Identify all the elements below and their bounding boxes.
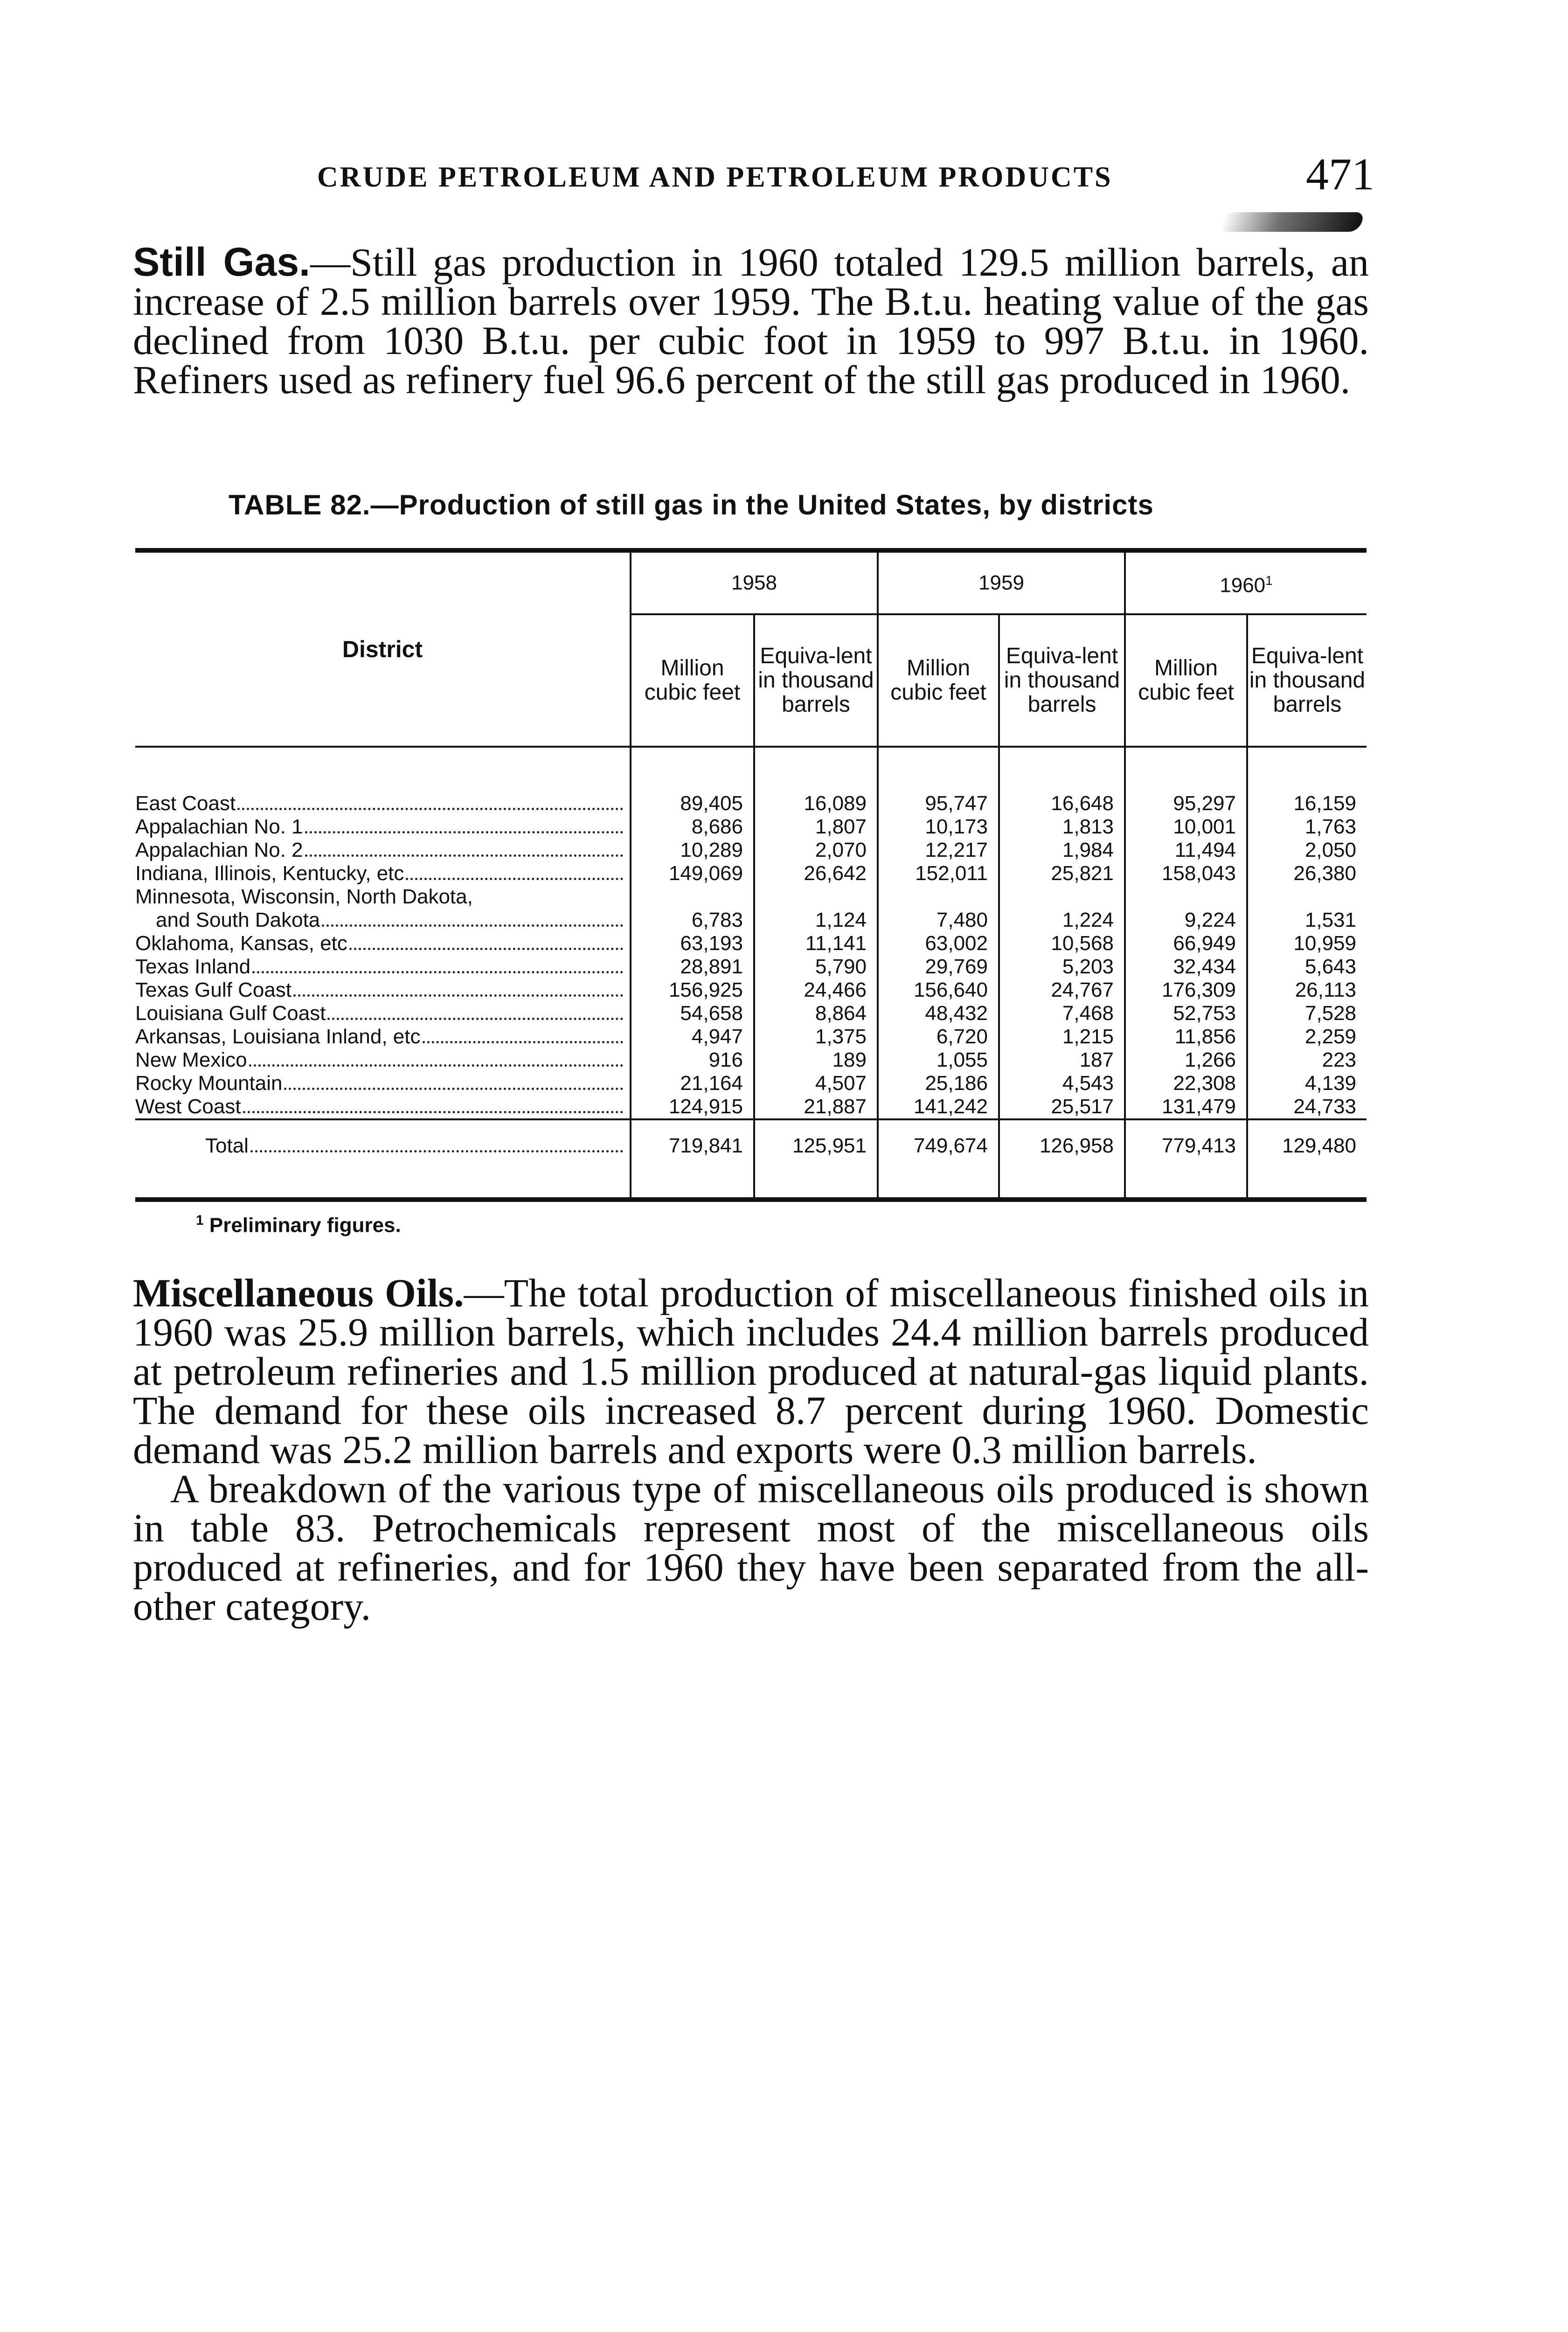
table-cell: 2,050 [1247, 839, 1367, 862]
table-cell: 131,479 [1125, 1095, 1247, 1119]
total-label: Total [135, 1119, 631, 1172]
total-cell: 129,480 [1247, 1119, 1367, 1172]
col-million-cubic-feet: Million cubic feet [1125, 614, 1247, 747]
table-cell: 5,203 [999, 955, 1125, 979]
table-row [135, 955, 1367, 979]
district-name: Texas Inland [135, 955, 631, 979]
table-cell: 10,568 [999, 932, 1125, 955]
table-cell: 124,915 [631, 1095, 754, 1119]
table-cell: 223 [1247, 1048, 1367, 1072]
table-cell: 21,164 [631, 1072, 754, 1095]
table-cell: 4,507 [754, 1072, 878, 1095]
col-equivalent-barrels: Equiva-lent in thousand barrels [754, 614, 878, 747]
table-cell: 1,531 [1247, 885, 1367, 932]
table-row [135, 792, 1367, 815]
table-row [135, 839, 1367, 862]
table-cell: 25,186 [878, 1072, 999, 1095]
table-cell: 26,113 [1247, 979, 1367, 1002]
table-cell: 11,494 [1125, 839, 1247, 862]
table-cell: 141,242 [878, 1095, 999, 1119]
table-cell: 2,259 [1247, 1025, 1367, 1048]
table-cell: 9,224 [1125, 885, 1247, 932]
table-cell: 10,001 [1125, 815, 1247, 839]
table-cell: 6,720 [878, 1025, 999, 1048]
table-footnote [196, 1213, 401, 1237]
table-cell: 10,173 [878, 815, 999, 839]
district-name: Louisiana Gulf Coast [135, 1002, 631, 1025]
table-cell: 158,043 [1125, 862, 1247, 885]
table-row [135, 1048, 1367, 1072]
table-cell: 24,767 [999, 979, 1125, 1002]
col-million-cubic-feet: Million cubic feet [631, 614, 754, 747]
year-1960-header: 1960$^1$ [1125, 550, 1367, 614]
misc-oils-body: —The total production of miscellaneous finished oils in 1960 was 25.9 million barrels, which includes 24.4 million barrels produced at petroleum refineries and 1.5 million produced at natural-gas liquid plants. The demand for these oils increased 8.7 percent during 1960. Domestic demand was 25.2 million barrels and exports were 0.3 million barrels. [133, 1270, 1369, 1472]
table-cell: 24,733 [1247, 1095, 1367, 1119]
table-cell: 5,790 [754, 955, 878, 979]
table-cell: 7,480 [878, 885, 999, 932]
table-cell: 149,069 [631, 862, 754, 885]
table-cell: 7,528 [1247, 1002, 1367, 1025]
table-row [135, 815, 1367, 839]
misc-oils-paragraph-2: A breakdown of the various type of miscellaneous oils produced is shown in table 83. Petrochemicals represent most of the miscellaneous oils produced at refineries, and for 1960 they have been separated from the all-other category. [133, 1466, 1369, 1629]
table-cell: 25,517 [999, 1095, 1125, 1119]
district-name: Arkansas, Louisiana Inland, etc [135, 1025, 631, 1048]
district-name: Texas Gulf Coast [135, 979, 631, 1002]
footnote-text: Preliminary figures. [209, 1214, 401, 1237]
district-name: Appalachian No. 2 [135, 839, 631, 862]
table-cell: 66,949 [1125, 932, 1247, 955]
table-cell: 916 [631, 1048, 754, 1072]
total-cell: 749,674 [878, 1119, 999, 1172]
table-cell: 156,640 [878, 979, 999, 1002]
table-cell: 2,070 [754, 839, 878, 862]
year-1958-header: 1958 [631, 550, 878, 614]
col-million-cubic-feet: Million cubic feet [878, 614, 999, 747]
table-cell: 26,642 [754, 862, 878, 885]
table-cell: 52,753 [1125, 1002, 1247, 1025]
district-name: Oklahoma, Kansas, etc [135, 932, 631, 955]
total-cell: 126,958 [999, 1119, 1125, 1172]
table-row [135, 862, 1367, 885]
misc-oils-section [133, 1270, 1369, 1629]
year-footnote-mark: 1 [1265, 573, 1273, 588]
total-cell: 719,841 [631, 1119, 754, 1172]
table-cell: 63,193 [631, 932, 754, 955]
table-cell: 1,984 [999, 839, 1125, 862]
total-row [135, 1119, 1367, 1172]
table-cell: 152,011 [878, 862, 999, 885]
table-row [135, 979, 1367, 1002]
table-cell: 1,224 [999, 885, 1125, 932]
table-cell: 10,289 [631, 839, 754, 862]
table-row [135, 1025, 1367, 1048]
table-cell: 16,089 [754, 792, 878, 815]
table-cell: 16,159 [1247, 792, 1367, 815]
table-cell: 21,887 [754, 1095, 878, 1119]
table-cell: 89,405 [631, 792, 754, 815]
table-cell: 156,925 [631, 979, 754, 1002]
table-cell: 95,747 [878, 792, 999, 815]
page-number: 471 [1306, 149, 1374, 200]
district-name: Appalachian No. 1 [135, 815, 631, 839]
table-cell: 8,686 [631, 815, 754, 839]
table-cell: 25,821 [999, 862, 1125, 885]
table-cell: 4,139 [1247, 1072, 1367, 1095]
table-cell: 1,807 [754, 815, 878, 839]
table-cell: 1,055 [878, 1048, 999, 1072]
table-cell: 54,658 [631, 1002, 754, 1025]
district-name: New Mexico [135, 1048, 631, 1072]
year-1959-header: 1959 [878, 550, 1125, 614]
table-cell: 1,813 [999, 815, 1125, 839]
ink-smudge [1218, 212, 1365, 232]
footnote-mark: 1 [196, 1213, 204, 1228]
table-cell: 29,769 [878, 955, 999, 979]
table-cell: 5,643 [1247, 955, 1367, 979]
district-name: East Coast [135, 792, 631, 815]
table-cell: 7,468 [999, 1002, 1125, 1025]
running-head: CRUDE PETROLEUM AND PETROLEUM PRODUCTS [317, 161, 1113, 193]
table-cell: 11,856 [1125, 1025, 1247, 1048]
table-cell: 1,375 [754, 1025, 878, 1048]
district-name: Indiana, Illinois, Kentucky, etc [135, 862, 631, 885]
table-cell: 32,434 [1125, 955, 1247, 979]
table-cell: 28,891 [631, 955, 754, 979]
table-cell: 63,002 [878, 932, 999, 955]
table-cell: 4,543 [999, 1072, 1125, 1095]
col-equivalent-barrels: Equiva-lent in thousand barrels [999, 614, 1125, 747]
table-cell: 48,432 [878, 1002, 999, 1025]
table-cell: 1,266 [1125, 1048, 1247, 1072]
table-cell: 11,141 [754, 932, 878, 955]
table-cell: 1,763 [1247, 815, 1367, 839]
table-cell: 187 [999, 1048, 1125, 1072]
still-gas-body: —Still gas production in 1960 totaled 129.5 million barrels, an increase of 2.5 million barrels over 1959. The B.t.u. heating value of the gas declined from 1030 B.t.u. per cubic foot in 1959 to 997 B.t.u. in 1960. Refiners used as refinery fuel 96.6 percent of the still gas produced in 1960. [133, 240, 1369, 402]
table-cell: 176,309 [1125, 979, 1247, 1002]
table-row [135, 932, 1367, 955]
total-cell: 779,413 [1125, 1119, 1247, 1172]
still-gas-paragraph [133, 240, 1369, 402]
table-cell: 1,124 [754, 885, 878, 932]
table-row [135, 1002, 1367, 1025]
misc-oils-lead: Miscellaneous Oils. [133, 1270, 464, 1315]
table-row [135, 1072, 1367, 1095]
table-cell: 189 [754, 1048, 878, 1072]
district-name: Rocky Mountain [135, 1072, 631, 1095]
table-cell: 22,308 [1125, 1072, 1247, 1095]
still-gas-table [135, 548, 1367, 1202]
table-row [135, 1095, 1367, 1119]
table-cell: 10,959 [1247, 932, 1367, 955]
table-cell: 12,217 [878, 839, 999, 862]
district-name: Minnesota, Wisconsin, North Dakota, and South Dakota [135, 885, 631, 932]
table-cell: 95,297 [1125, 792, 1247, 815]
table-cell: 1,215 [999, 1025, 1125, 1048]
table-cell: 6,783 [631, 885, 754, 932]
table-row [135, 885, 1367, 932]
total-cell: 125,951 [754, 1119, 878, 1172]
table-cell: 4,947 [631, 1025, 754, 1048]
table-cell: 24,466 [754, 979, 878, 1002]
table-cell: 8,864 [754, 1002, 878, 1025]
table-cell: 26,380 [1247, 862, 1367, 885]
district-name: West Coast [135, 1095, 631, 1119]
table-body [135, 747, 1367, 1200]
still-gas-lead: Still Gas. [133, 240, 311, 285]
col-equivalent-barrels: Equiva-lent in thousand barrels [1247, 614, 1367, 747]
district-header: District [135, 550, 631, 747]
table-cell: 16,648 [999, 792, 1125, 815]
table-title: TABLE 82.—Production of still gas in the United States, by districts [229, 489, 1154, 521]
